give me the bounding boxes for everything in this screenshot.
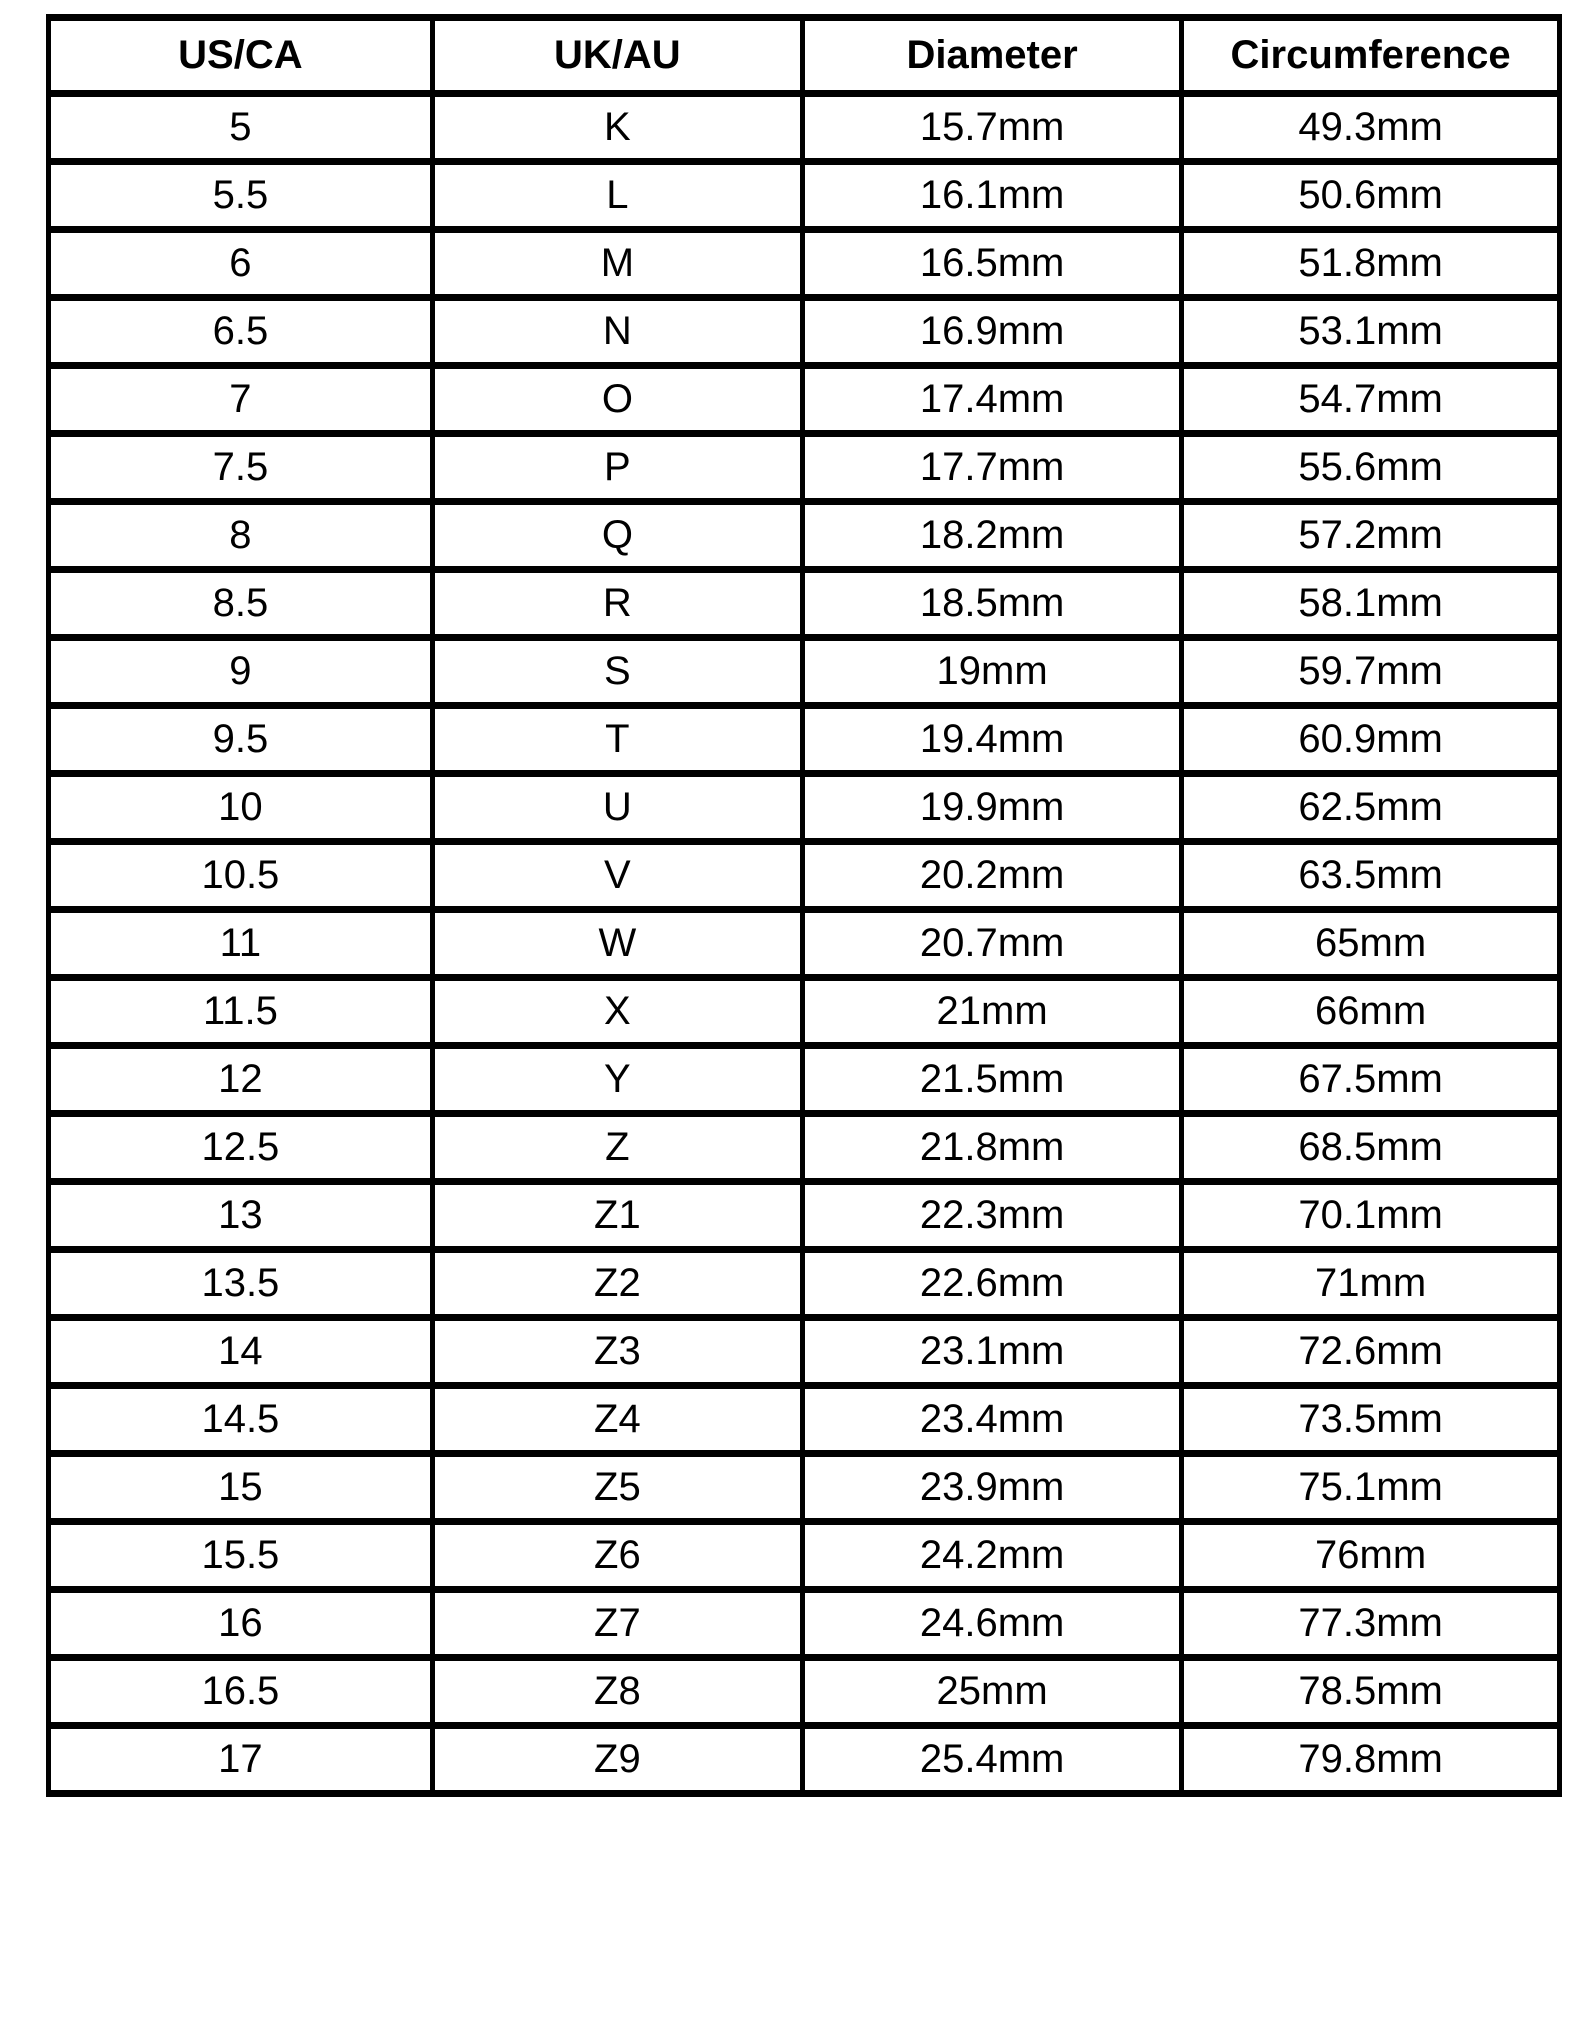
cell-diameter: 19mm [802,638,1181,706]
cell-circumference: 76mm [1182,1522,1560,1590]
table-row [49,162,1560,230]
table-row [49,230,1560,298]
cell-diameter: 17.7mm [802,434,1181,502]
cell-uk-au: K [432,94,802,162]
cell-us-ca: 7 [49,366,433,434]
table-row [49,1386,1560,1454]
cell-uk-au: Q [432,502,802,570]
cell-uk-au: Z [432,1114,802,1182]
cell-uk-au: Z5 [432,1454,802,1522]
cell-uk-au: Z2 [432,1250,802,1318]
cell-diameter: 18.5mm [802,570,1181,638]
cell-circumference: 78.5mm [1182,1658,1560,1726]
column-header-diameter: Diameter [802,18,1181,94]
cell-uk-au: M [432,230,802,298]
cell-diameter: 23.1mm [802,1318,1181,1386]
cell-us-ca: 13.5 [49,1250,433,1318]
cell-diameter: 21.8mm [802,1114,1181,1182]
cell-us-ca: 10 [49,774,433,842]
cell-circumference: 51.8mm [1182,230,1560,298]
cell-circumference: 79.8mm [1182,1726,1560,1794]
cell-us-ca: 9 [49,638,433,706]
cell-diameter: 21.5mm [802,1046,1181,1114]
cell-us-ca: 7.5 [49,434,433,502]
cell-diameter: 16.9mm [802,298,1181,366]
table-row [49,978,1560,1046]
table-row [49,638,1560,706]
cell-us-ca: 6 [49,230,433,298]
cell-circumference: 49.3mm [1182,94,1560,162]
cell-uk-au: Z8 [432,1658,802,1726]
cell-diameter: 21mm [802,978,1181,1046]
cell-uk-au: Y [432,1046,802,1114]
cell-circumference: 68.5mm [1182,1114,1560,1182]
column-header-us-ca: US/CA [49,18,433,94]
cell-diameter: 24.2mm [802,1522,1181,1590]
cell-circumference: 71mm [1182,1250,1560,1318]
cell-us-ca: 15.5 [49,1522,433,1590]
cell-uk-au: O [432,366,802,434]
cell-us-ca: 16.5 [49,1658,433,1726]
cell-circumference: 54.7mm [1182,366,1560,434]
table-row [49,298,1560,366]
cell-diameter: 20.7mm [802,910,1181,978]
cell-diameter: 23.4mm [802,1386,1181,1454]
cell-circumference: 50.6mm [1182,162,1560,230]
cell-us-ca: 14.5 [49,1386,433,1454]
cell-uk-au: Z4 [432,1386,802,1454]
cell-us-ca: 8 [49,502,433,570]
cell-uk-au: R [432,570,802,638]
table-row [49,1182,1560,1250]
cell-us-ca: 14 [49,1318,433,1386]
cell-circumference: 73.5mm [1182,1386,1560,1454]
cell-uk-au: T [432,706,802,774]
cell-circumference: 72.6mm [1182,1318,1560,1386]
table-row [49,1250,1560,1318]
cell-diameter: 16.1mm [802,162,1181,230]
cell-diameter: 25mm [802,1658,1181,1726]
cell-uk-au: X [432,978,802,1046]
cell-us-ca: 17 [49,1726,433,1794]
cell-us-ca: 10.5 [49,842,433,910]
cell-circumference: 70.1mm [1182,1182,1560,1250]
table-row [49,842,1560,910]
cell-diameter: 19.9mm [802,774,1181,842]
cell-diameter: 17.4mm [802,366,1181,434]
table-row [49,1318,1560,1386]
cell-uk-au: Z7 [432,1590,802,1658]
cell-us-ca: 12 [49,1046,433,1114]
table-row [49,502,1560,570]
column-header-circumference: Circumference [1182,18,1560,94]
cell-us-ca: 5.5 [49,162,433,230]
table-row [49,1046,1560,1114]
cell-uk-au: S [432,638,802,706]
cell-us-ca: 12.5 [49,1114,433,1182]
cell-circumference: 62.5mm [1182,774,1560,842]
cell-uk-au: Z1 [432,1182,802,1250]
cell-circumference: 57.2mm [1182,502,1560,570]
cell-circumference: 63.5mm [1182,842,1560,910]
table-row [49,1454,1560,1522]
table-body [49,94,1560,1794]
table-row [49,706,1560,774]
table-row [49,1590,1560,1658]
cell-us-ca: 5 [49,94,433,162]
table-row [49,774,1560,842]
cell-diameter: 24.6mm [802,1590,1181,1658]
cell-uk-au: V [432,842,802,910]
cell-diameter: 16.5mm [802,230,1181,298]
cell-circumference: 53.1mm [1182,298,1560,366]
ring-size-conversion-table [46,14,1562,1797]
cell-us-ca: 8.5 [49,570,433,638]
cell-circumference: 65mm [1182,910,1560,978]
cell-diameter: 20.2mm [802,842,1181,910]
column-header-uk-au: UK/AU [432,18,802,94]
cell-uk-au: W [432,910,802,978]
cell-us-ca: 13 [49,1182,433,1250]
cell-us-ca: 15 [49,1454,433,1522]
cell-diameter: 22.6mm [802,1250,1181,1318]
table-row [49,1726,1560,1794]
table-row [49,434,1560,502]
cell-circumference: 58.1mm [1182,570,1560,638]
cell-uk-au: L [432,162,802,230]
cell-uk-au: N [432,298,802,366]
cell-uk-au: U [432,774,802,842]
table-row [49,1658,1560,1726]
cell-circumference: 55.6mm [1182,434,1560,502]
cell-circumference: 75.1mm [1182,1454,1560,1522]
table-row [49,570,1560,638]
cell-us-ca: 11 [49,910,433,978]
cell-us-ca: 9.5 [49,706,433,774]
cell-diameter: 19.4mm [802,706,1181,774]
cell-uk-au: P [432,434,802,502]
cell-uk-au: Z9 [432,1726,802,1794]
cell-circumference: 59.7mm [1182,638,1560,706]
cell-us-ca: 6.5 [49,298,433,366]
cell-circumference: 67.5mm [1182,1046,1560,1114]
cell-us-ca: 11.5 [49,978,433,1046]
table-row [49,910,1560,978]
cell-us-ca: 16 [49,1590,433,1658]
table-row [49,1522,1560,1590]
cell-diameter: 18.2mm [802,502,1181,570]
cell-diameter: 22.3mm [802,1182,1181,1250]
cell-diameter: 15.7mm [802,94,1181,162]
cell-circumference: 77.3mm [1182,1590,1560,1658]
cell-diameter: 25.4mm [802,1726,1181,1794]
cell-diameter: 23.9mm [802,1454,1181,1522]
cell-uk-au: Z3 [432,1318,802,1386]
cell-circumference: 60.9mm [1182,706,1560,774]
table-row [49,94,1560,162]
cell-uk-au: Z6 [432,1522,802,1590]
table-row [49,1114,1560,1182]
cell-circumference: 66mm [1182,978,1560,1046]
table-row [49,366,1560,434]
header-row [49,18,1560,94]
